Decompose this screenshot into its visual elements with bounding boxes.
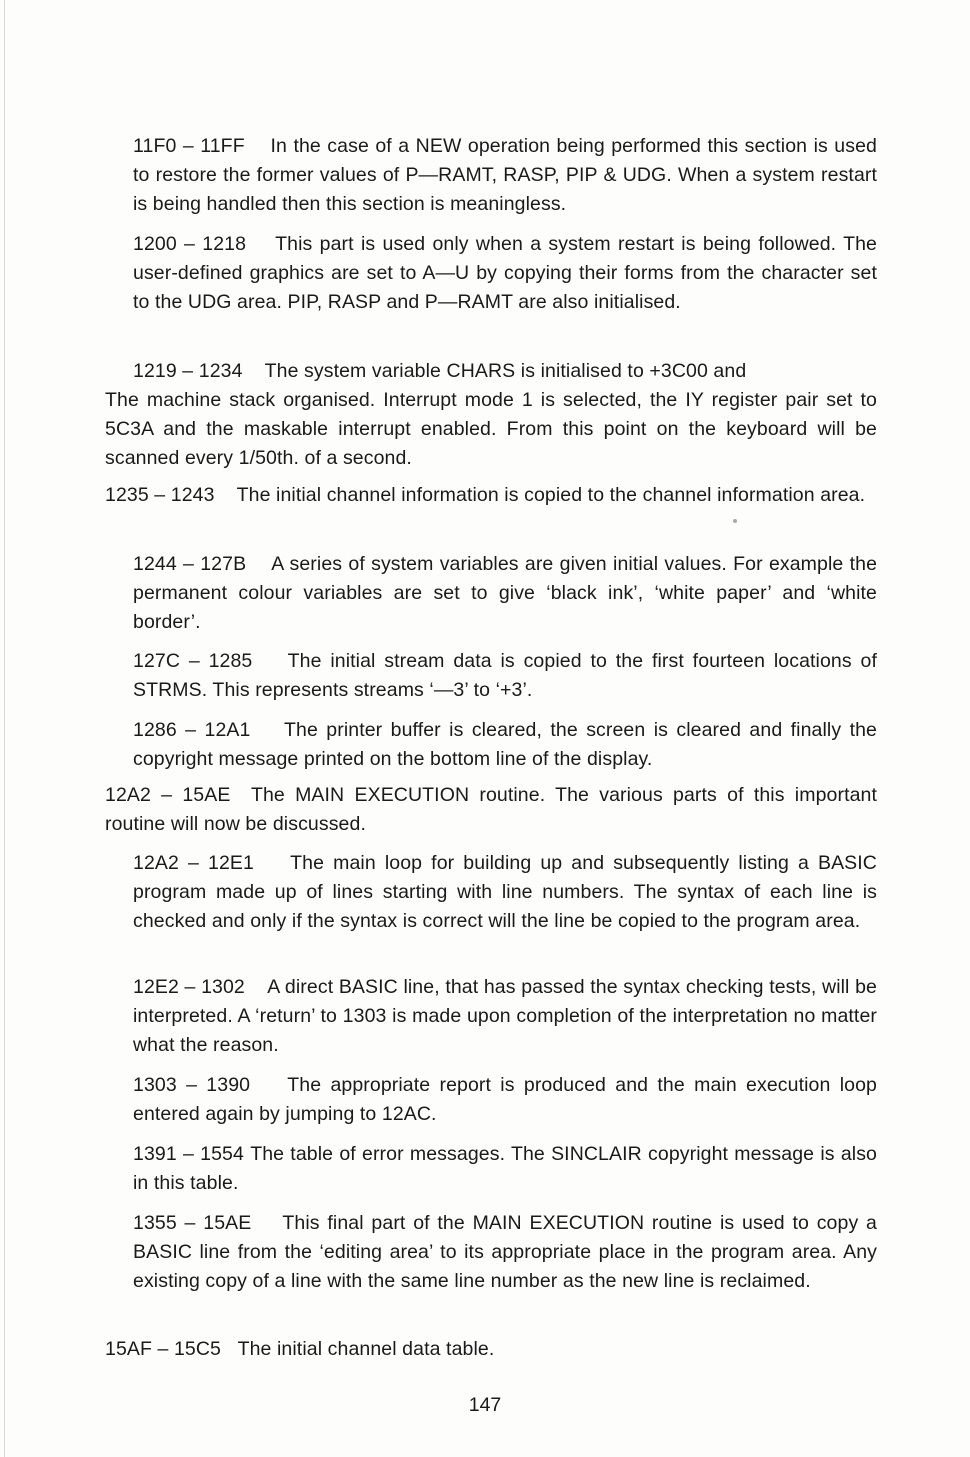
entry-1286 <box>133 716 877 774</box>
entry-1303 <box>133 1071 877 1129</box>
entry-12e2 <box>133 973 877 1060</box>
entry-address: 1355 – 15AE <box>133 1212 252 1234</box>
entry-15af <box>105 1335 877 1364</box>
entry-1355 <box>133 1209 877 1296</box>
entry-text: The printer buffer is cleared, the screen is cleared and finally the copyright message printed on the bottom line of the display. <box>133 719 877 770</box>
entry-address: 1391 – 1554 <box>133 1143 244 1165</box>
entry-12a2-loop <box>133 849 877 936</box>
entry-address: 1200 – 1218 <box>133 233 247 255</box>
entry-127c <box>133 647 877 705</box>
entry-continuation: The machine stack organised. Interrupt mode 1 is selected, the IY register pair set to 5C3A and the maskable interrupt enabled. From this point on the keyboard will be scanned every 1/50th. of a second. <box>105 389 877 469</box>
entry-text: The table of error messages. The SINCLAIR copyright message is also in this table. <box>133 1143 877 1194</box>
page-number: 147 <box>468 1394 502 1416</box>
entry-address: 1244 – 127B <box>133 553 247 575</box>
entry-address: 127C – 1285 <box>133 650 253 672</box>
page-edge-shadow <box>4 0 5 1457</box>
entry-1244 <box>133 550 877 637</box>
entry-address: 1235 – 1243 <box>105 484 215 506</box>
entry-text: The initial channel data table. <box>237 1338 495 1360</box>
entry-address: 12A2 – 15AE <box>105 784 231 806</box>
entry-1391 <box>133 1140 877 1198</box>
entry-text: The initial stream data is copied to the first fourteen locations of STRMS. This represents streams ‘—3’ to ‘+3’. <box>133 650 877 701</box>
entry-address: 1286 – 12A1 <box>133 719 251 741</box>
entry-text: The MAIN EXECUTION routine. The various parts of this important routine will now be discussed. <box>105 784 877 835</box>
entry-address: 12A2 – 12E1 <box>133 852 254 874</box>
entry-1235 <box>105 481 877 510</box>
entry-address: 15AF – 15C5 <box>105 1338 222 1360</box>
entry-text: This final part of the MAIN EXECUTION routine is used to copy a BASIC line from the ‘editing area’ to its appropriate place in the program area. Any existing copy of a line with the same line number as the new line is reclaimed. <box>133 1212 877 1292</box>
entry-address: 12E2 – 1302 <box>133 976 245 998</box>
entry-11f0 <box>133 132 877 219</box>
entry-first-line <box>105 357 877 386</box>
entry-text: The initial channel information is copied to the channel information area. <box>236 484 866 506</box>
entry-1219 <box>105 357 877 473</box>
entry-text: A direct BASIC line, that has passed the syntax checking tests, will be interpreted. A ‘return’ to 1303 is made upon completion of the interpretation no matter what the reason. <box>133 976 877 1056</box>
entry-1200 <box>133 230 877 317</box>
entry-12a2-main <box>105 781 877 839</box>
entry-address: 11F0 – 11FF <box>133 135 245 157</box>
entry-address: 1219 – 1234 <box>133 360 243 382</box>
entry-text: In the case of a NEW operation being performed this section is used to restore the former values of P—RAMT, RASP, PIP & UDG. When a system restart is being handled then this section is meaningless. <box>133 135 877 215</box>
entry-address: 1303 – 1390 <box>133 1074 251 1096</box>
entry-text: This part is used only when a system restart is being followed. The user-defined graphics are set to A—U by copying their forms from the character set to the UDG area. PIP, RASP and P—RAMT are also initialised. <box>133 233 877 313</box>
entry-text: A series of system variables are given initial values. For example the permanent colour variables are set to give ‘black ink’, ‘white paper’ and ‘white border’. <box>133 553 878 633</box>
entry-text: The system variable CHARS is initialised to +3C00 and <box>264 360 747 382</box>
entry-text: The main loop for building up and subsequently listing a BASIC program made up of lines starting with line numbers. The syntax of each line is checked and only if the syntax is correct will the line be copied to the program area. <box>133 852 877 932</box>
paper-speck <box>733 519 737 523</box>
entry-text: The appropriate report is produced and the main execution loop entered again by jumping to 12AC. <box>133 1074 877 1125</box>
